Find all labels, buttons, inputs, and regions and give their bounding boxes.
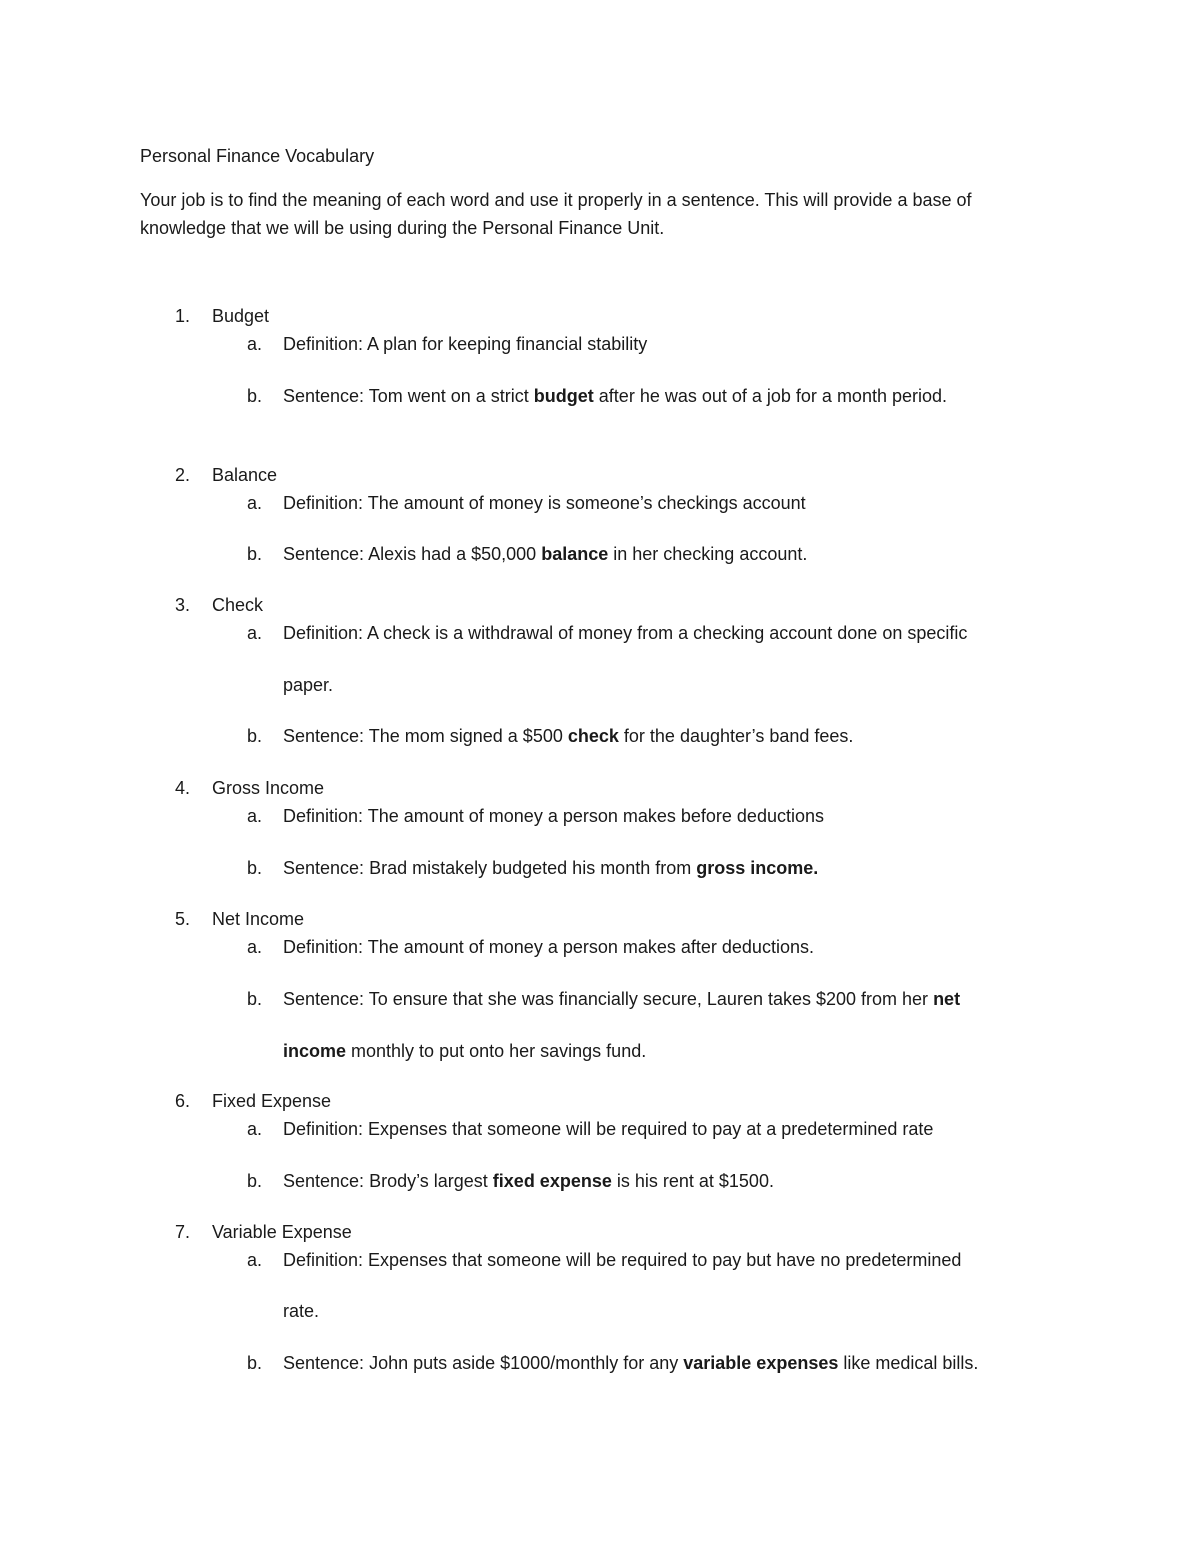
item-letter: b.: [247, 544, 263, 564]
item-letter: b.: [247, 1353, 263, 1373]
item-number: 2.: [175, 465, 191, 485]
item-sentence: [283, 384, 947, 408]
document-title: Personal Finance Vocabulary: [140, 146, 375, 166]
item-definition: Definition: A plan for keeping financial stability: [283, 334, 648, 354]
item-number: 5.: [175, 909, 191, 929]
sentence-text: for the daughter’s band fees.: [618, 726, 854, 746]
item-term: Variable Expense: [212, 1222, 352, 1242]
item-term: Check: [212, 595, 264, 615]
item-sentence: [283, 1169, 774, 1193]
sentence-text: Sentence: The mom signed a $500: [283, 726, 568, 746]
item-definition: Definition: Expenses that someone will be required to pay but have no predetermined: [283, 1250, 962, 1270]
item-number: 7.: [175, 1222, 191, 1242]
sentence-text: Sentence: John puts aside $1000/monthly for any: [283, 1353, 684, 1373]
item-sentence: [283, 987, 960, 1011]
item-letter: a.: [247, 493, 263, 513]
vocab-term-bold: check: [567, 726, 619, 746]
item-definition: Definition: A check is a withdrawal of money from a checking account done on specific: [283, 623, 968, 643]
sentence-text: Sentence: Brody’s largest: [283, 1171, 493, 1191]
item-definition: Definition: The amount of money a person makes before deductions: [283, 806, 824, 826]
vocab-term-bold: variable expenses: [683, 1353, 839, 1373]
sentence-text: is his rent at $1500.: [611, 1171, 774, 1191]
item-letter: a.: [247, 623, 263, 643]
item-sentence: [283, 542, 807, 566]
item-definition: Definition: Expenses that someone will be required to pay at a predetermined rate: [283, 1119, 934, 1139]
item-term: Balance: [212, 465, 278, 485]
item-sentence: [283, 1351, 978, 1375]
sentence-text: Sentence: Alexis had a $50,000: [283, 544, 542, 564]
item-letter: a.: [247, 806, 263, 826]
item-definition: Definition: The amount of money is someone’s checkings account: [283, 493, 806, 513]
item-letter: b.: [247, 726, 263, 746]
item-letter: a.: [247, 1119, 263, 1139]
vocab-term-bold: balance: [541, 544, 609, 564]
sentence-text: monthly to put onto her savings fund.: [346, 1041, 647, 1061]
item-sentence-continued: [283, 1039, 646, 1063]
sentence-text: Sentence: Tom went on a strict: [283, 386, 534, 406]
sentence-text: after he was out of a job for a month period.: [593, 386, 948, 406]
vocab-term-bold: fixed expense: [492, 1171, 612, 1191]
item-sentence: [283, 856, 818, 880]
vocab-term-bold: income: [283, 1041, 347, 1061]
item-definition: Definition: The amount of money a person makes after deductions.: [283, 937, 814, 957]
item-term: Net Income: [212, 909, 305, 929]
vocab-term-bold: gross income.: [696, 858, 819, 878]
item-letter: a.: [247, 937, 263, 957]
sentence-text: like medical bills.: [838, 1353, 979, 1373]
item-letter: a.: [247, 334, 263, 354]
sentence-text: Sentence: Brad mistakely budgeted his month from: [283, 858, 697, 878]
item-letter: b.: [247, 1171, 263, 1191]
intro-line-1: Your job is to find the meaning of each word and use it properly in a sentence. This will provide a base of: [140, 190, 972, 210]
item-term: Budget: [212, 306, 270, 326]
item-letter: b.: [247, 989, 263, 1009]
item-letter: a.: [247, 1250, 263, 1270]
item-term: Gross Income: [212, 778, 325, 798]
vocab-term-bold: budget: [533, 386, 594, 406]
vocab-term-bold: net: [933, 989, 961, 1009]
sentence-text: in her checking account.: [608, 544, 808, 564]
item-definition-continued: paper.: [283, 675, 334, 695]
item-term: Fixed Expense: [212, 1091, 332, 1111]
item-number: 6.: [175, 1091, 191, 1111]
item-number: 4.: [175, 778, 191, 798]
item-number: 1.: [175, 306, 191, 326]
item-letter: b.: [247, 386, 263, 406]
intro-line-2: knowledge that we will be using during the Personal Finance Unit.: [140, 218, 665, 238]
item-letter: b.: [247, 858, 263, 878]
item-number: 3.: [175, 595, 191, 615]
item-sentence: [283, 724, 853, 748]
sentence-text: Sentence: To ensure that she was financially secure, Lauren takes $200 from her: [283, 989, 934, 1009]
item-definition-continued: rate.: [283, 1301, 320, 1321]
